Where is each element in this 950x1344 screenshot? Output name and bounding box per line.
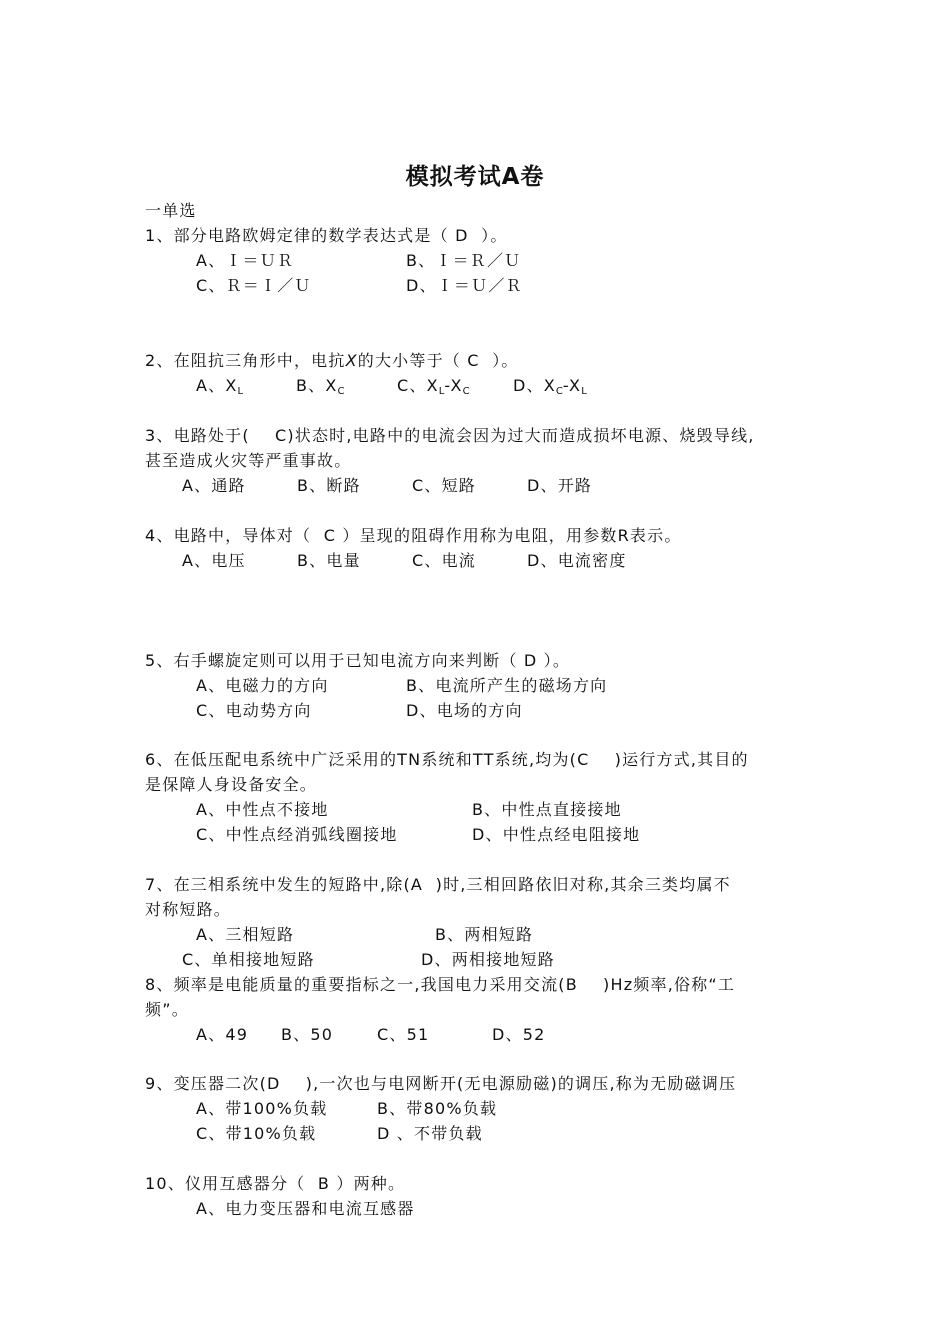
question-2-option-d: D、$X_C-X_L$ xyxy=(513,376,587,397)
question-5-option-b: B、电流所产生的磁场方向 xyxy=(406,676,608,695)
question-10-stem: 10、仪用互感器分（ B ）两种。 xyxy=(145,1174,406,1193)
question-3-line-1: 3、电路处于( C)状态时,电路中的电流会因为过大而造成损坏电源、烧毁导线, xyxy=(145,426,755,445)
question-4-option-a: A、电压 xyxy=(182,551,246,570)
question-9-option-b: B、带80%负载 xyxy=(377,1099,498,1118)
question-7-line-1: 7、在三相系统中发生的短路中,除(A )时,三相回路依旧对称,其余三类均属不 xyxy=(145,875,731,894)
question-2-stem-post: 的大小等于（ C ）。 xyxy=(357,351,519,370)
question-8-option-b: B、50 xyxy=(281,1025,334,1044)
question-3-option-a: A、通路 xyxy=(182,476,246,495)
question-4-option-c: C、电流 xyxy=(412,551,476,570)
question-3-option-d: D、开路 xyxy=(527,476,593,495)
question-6-option-a: A、中性点不接地 xyxy=(196,800,329,819)
question-6-option-b: B、中性点直接接地 xyxy=(472,800,622,819)
question-10-option-a: A、电力变压器和电流互感器 xyxy=(196,1199,415,1218)
question-1-option-a: A、Ｉ＝ＵＲ xyxy=(196,251,295,270)
question-7-line-2: 对称短路。 xyxy=(145,900,232,919)
question-8-line-1: 8、频率是电能质量的重要指标之一,我国电力采用交流(B )Hz频率,俗称“工 xyxy=(145,975,736,994)
question-2-stem xyxy=(145,351,519,371)
question-4-option-d: D、电流密度 xyxy=(527,551,627,570)
question-5-option-d: D、电场的方向 xyxy=(406,701,523,720)
question-9-option-a: A、带100%负载 xyxy=(196,1099,328,1118)
question-9-option-c: C、带10%负载 xyxy=(196,1124,317,1143)
question-1-option-d: D、Ｉ＝Ｕ／Ｒ xyxy=(406,276,523,295)
question-3-option-b: B、断路 xyxy=(297,476,361,495)
question-6-option-d: D、中性点经电阻接地 xyxy=(472,825,641,844)
page-title: 模拟考试A卷 xyxy=(405,164,545,190)
question-8-option-d: D、52 xyxy=(492,1025,546,1044)
question-9-option-d: D 、不带负载 xyxy=(377,1124,483,1143)
question-1-stem: 1、部分电路欧姆定律的数学表达式是（ D ）。 xyxy=(145,226,508,245)
question-8-line-2: 频”。 xyxy=(145,1000,189,1019)
question-4-option-b: B、电量 xyxy=(297,551,361,570)
question-4-stem: 4、电路中，导体对（ C ）呈现的阻碍作用称为电阻，用参数R表示。 xyxy=(145,526,682,545)
question-8-option-a: A、49 xyxy=(196,1025,249,1044)
question-6-line-2: 是保障人身设备安全。 xyxy=(145,775,318,794)
question-3-option-c: C、短路 xyxy=(412,476,476,495)
question-5-option-a: A、电磁力的方向 xyxy=(196,676,329,695)
question-5-option-c: C、电动势方向 xyxy=(196,701,312,720)
question-2-option-c: C、$X_L-X_C$ xyxy=(397,376,470,397)
question-6-option-c: C、中性点经消弧线圈接地 xyxy=(196,825,398,844)
question-2-stem-pre: 2、在阻抗三角形中，电抗 xyxy=(145,351,346,370)
section-heading: 一单选 xyxy=(145,201,197,220)
question-2-stem-x: X xyxy=(345,351,358,370)
question-5-stem: 5、右手螺旋定则可以用于已知电流方向来判断（ D ）。 xyxy=(145,651,571,670)
question-7-option-b: B、两相短路 xyxy=(435,925,534,944)
question-3-line-2: 甚至造成火灾等严重事故。 xyxy=(145,451,352,470)
question-6-line-1: 6、在低压配电系统中广泛采用的TN系统和TT系统,均为(C )运行方式,其目的 xyxy=(145,750,749,769)
question-1-option-c: C、Ｒ＝Ｉ／Ｕ xyxy=(196,276,312,295)
question-2-option-b: B、$X_C$ xyxy=(296,376,345,397)
question-7-option-d: D、两相接地短路 xyxy=(421,950,555,969)
question-1-option-b: B、Ｉ＝Ｒ／Ｕ xyxy=(406,251,522,270)
question-8-option-c: C、51 xyxy=(377,1025,430,1044)
question-9-stem: 9、变压器二次(D ),一次也与电网断开(无电源励磁)的调压,称为无励磁调压 xyxy=(145,1074,737,1093)
question-7-option-a: A、三相短路 xyxy=(196,925,295,944)
question-2-option-a: A、$X_L$ xyxy=(196,376,244,397)
question-7-option-c: C、单相接地短路 xyxy=(182,950,315,969)
